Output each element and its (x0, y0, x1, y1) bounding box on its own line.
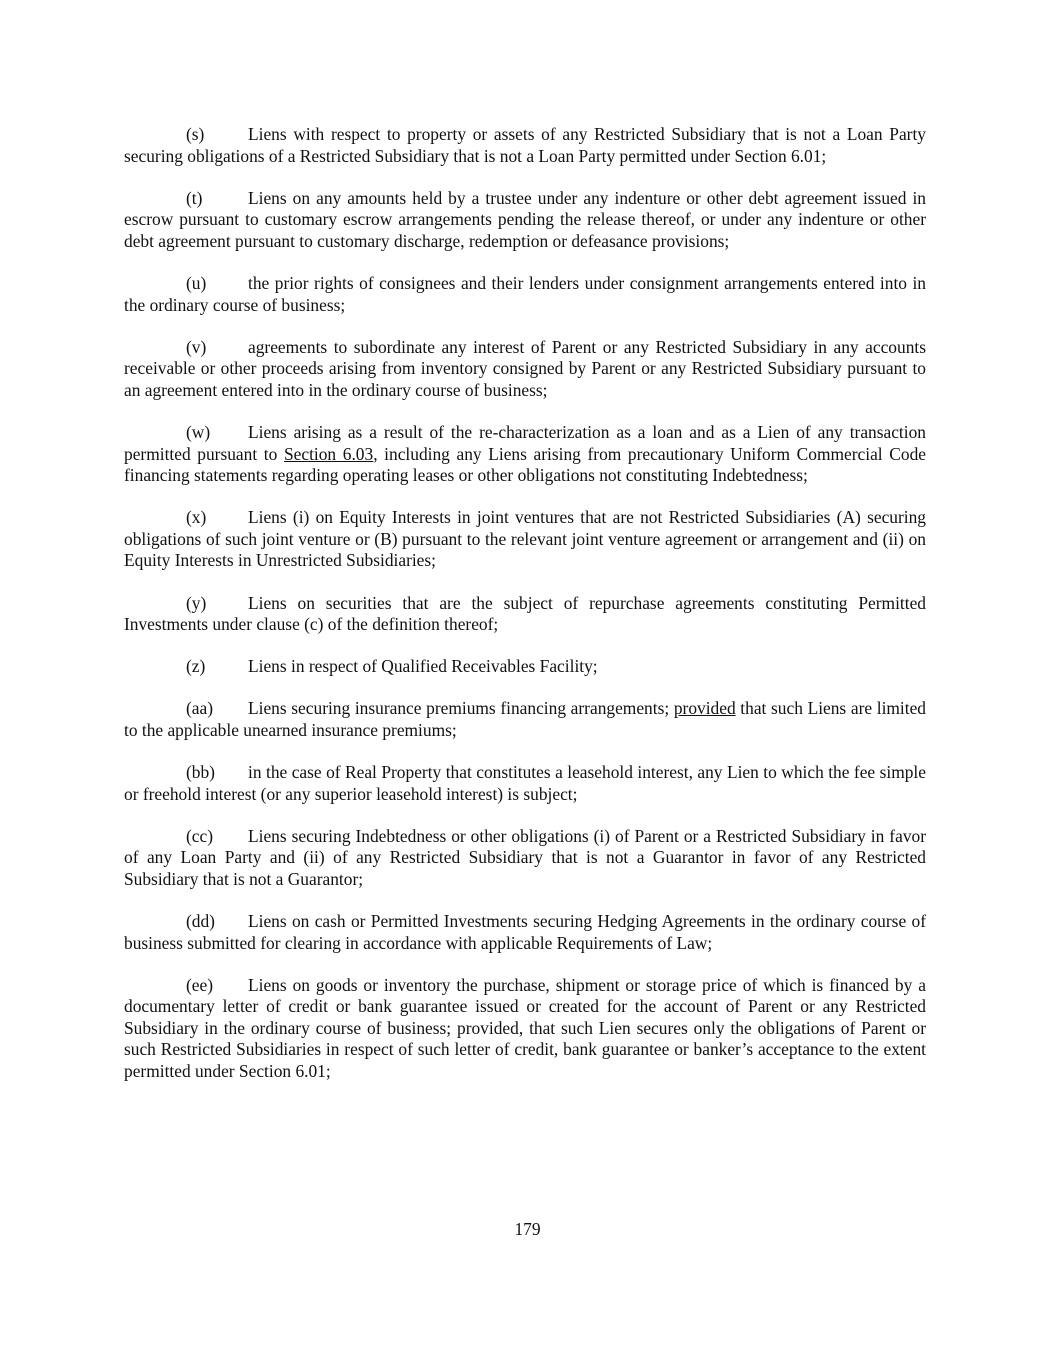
clause-text: Liens with respect to property or assets of any Restricted Subsidiary that is not a Loan Party securing obligations of a Restricted Subsidiary that is not a Loan Party permitted under Section 6.01; (124, 124, 926, 166)
clause-t (124, 188, 926, 253)
clause-x (124, 507, 926, 572)
clause-text: Liens in respect of Qualified Receivables Facility; (248, 656, 598, 677)
clause-label: (u) (186, 272, 207, 293)
clause-text: , including any Liens arising from precautionary Uniform Commercial Code financing statements regarding operating leases or other obligations not constituting Indebtedness; (124, 443, 926, 486)
clause-text: the prior rights of consignees and their lenders under consignment arrangements entered into in the ordinary course of business; (124, 272, 926, 315)
provided-underlined-term: provided (673, 698, 736, 719)
clause-text: Liens (i) on Equity Interests in joint ventures that are not Restricted Subsidiaries (A) securing obligations of such joint venture or (B) pursuant to the relevant joint venture agreement or arrangement and (ii) on Equity Interests in Unrestricted Subsidiaries; (124, 507, 926, 571)
clause-label: (s) (186, 124, 205, 144)
clause-bb (124, 762, 926, 805)
clause-aa (124, 698, 926, 741)
clause-z (124, 656, 926, 678)
clause-label: (y) (186, 592, 207, 613)
clause-dd (124, 911, 926, 954)
clause-label: (aa) (186, 698, 214, 719)
clause-text: Liens on goods or inventory the purchase, shipment or storage price of which is financed by a documentary letter of credit or bank guarantee issued or created for the account of Parent or any Restricted Subsidiary in the ordinary course of business; provided, that such Lien secures only the obligations of Parent or such Restricted Subsidiaries in respect of such letter of credit, bank guarantee or banker’s acceptance to the extent permitted under Section 6.01; (124, 974, 926, 1081)
clause-ee (124, 975, 926, 1083)
clause-text: agreements to subordinate any interest of Parent or any Restricted Subsidiary in any accounts receivable or other proceeds arising from inventory consigned by Parent or any Restricted Subsidiary pursuant to an agreement entered into in the ordinary course of business; (124, 336, 926, 400)
clause-label: (t) (186, 187, 203, 208)
clause-s (124, 124, 926, 167)
clause-cc (124, 826, 926, 891)
clause-label: (bb) (186, 761, 215, 782)
clause-label: (w) (186, 421, 211, 442)
clause-label: (ee) (186, 974, 214, 995)
clause-label: (z) (186, 656, 206, 677)
clause-y (124, 593, 926, 636)
section-reference-link: Section 6.03 (283, 443, 374, 464)
page-number: 179 (514, 1219, 541, 1239)
clause-label: (v) (186, 336, 207, 357)
document-page (124, 124, 926, 1103)
clause-w (124, 422, 926, 487)
clause-label: (dd) (186, 910, 215, 931)
clause-u (124, 273, 926, 316)
clause-text: Liens on cash or Permitted Investments securing Hedging Agreements in the ordinary course of business submitted for clearing in accordance with applicable Requirements of Law; (124, 910, 926, 953)
clause-text: Liens securing insurance premiums financing arrangements; (248, 698, 674, 719)
clause-text: Liens securing Indebtedness or other obligations (i) of Parent or a Restricted Subsidiary in favor of any Loan Party and (ii) of any Restricted Subsidiary that is not a Guarantor in favor of any Restricted Subsidiary that is not a Guarantor; (124, 825, 926, 889)
clause-text: Liens arising as a result of the re-characterization as a loan and as a Lien of any transaction permitted pursuant to (124, 421, 926, 464)
clause-text: Liens on any amounts held by a trustee under any indenture or other debt agreement issued in escrow pursuant to customary escrow arrangements pending the release thereof, or under any indenture or other debt agreement pursuant to customary discharge, redemption or defeasance provisions; (124, 187, 926, 251)
clause-text: in the case of Real Property that constitutes a leasehold interest, any Lien to which the fee simple or freehold interest (or any superior leasehold interest) is subject; (124, 761, 926, 804)
clause-text: that such Liens are limited to the applicable unearned insurance premiums; (124, 698, 927, 740)
clause-text: Liens on securities that are the subject of repurchase agreements constituting Permitted Investments under clause (c) of the definition thereof; (124, 592, 926, 635)
clause-v (124, 337, 926, 402)
clause-label: (cc) (186, 825, 214, 846)
clause-label: (x) (186, 507, 207, 528)
